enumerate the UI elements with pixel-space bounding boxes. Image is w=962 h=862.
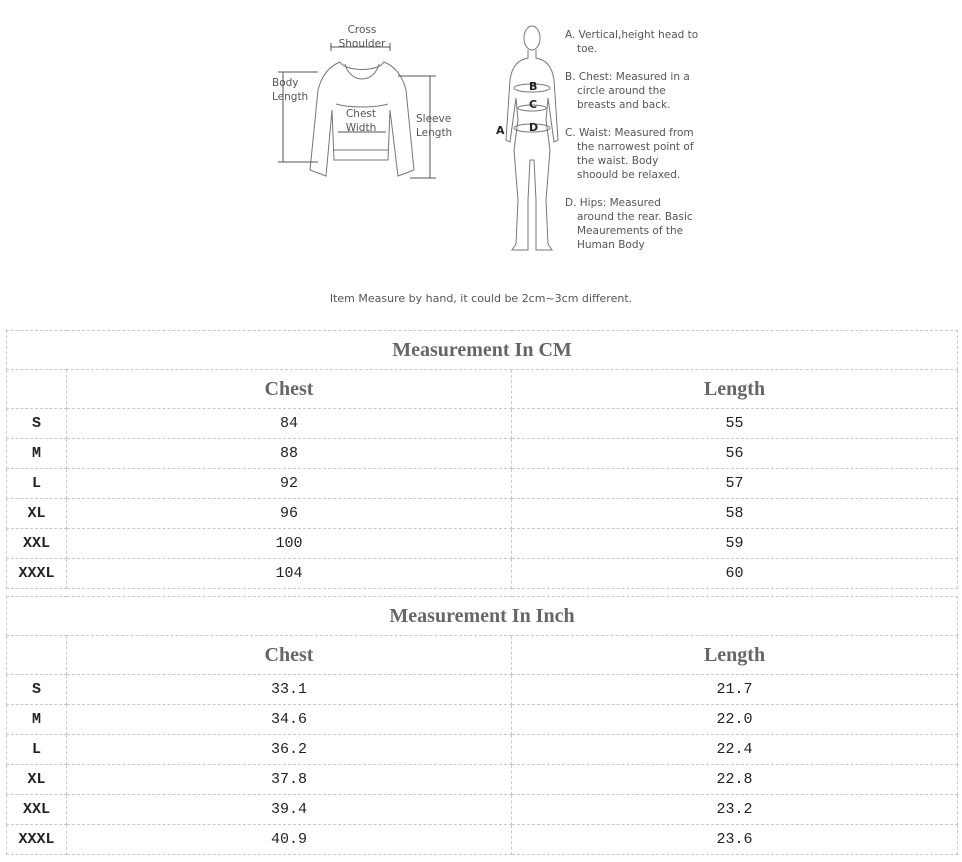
chest-value: 37.8: [67, 765, 512, 795]
chest-header: Chest: [67, 636, 512, 675]
chest-value: 88: [67, 439, 512, 469]
table-row: [7, 409, 958, 439]
size-label: L: [7, 469, 67, 499]
length-value: 22.8: [512, 765, 958, 795]
body-letter-d: D: [529, 121, 539, 134]
size-table-inch: [6, 596, 958, 855]
table-title: Measurement In CM: [7, 331, 958, 370]
size-label: M: [7, 439, 67, 469]
chest-value: 96: [67, 499, 512, 529]
chest-width-label: Chest Width: [345, 108, 377, 134]
chest-value: 34.6: [67, 705, 512, 735]
table-row: [7, 675, 958, 705]
size-table-cm: [6, 330, 958, 589]
size-header: [7, 370, 67, 409]
measurement-guide-figure: [0, 0, 962, 326]
table-row: [7, 735, 958, 765]
sleeve-length-label: Sleeve Length: [416, 113, 453, 139]
step-c: C. Waist: Measured from the narrowest point of the waist. Body shoould be relaxed.: [565, 127, 694, 181]
length-value: 23.6: [512, 825, 958, 855]
length-value: 23.2: [512, 795, 958, 825]
table-row: [7, 529, 958, 559]
size-label: L: [7, 735, 67, 765]
measure-note: Item Measure by hand, it could be 2cm~3cm different.: [329, 292, 633, 305]
chest-value: 104: [67, 559, 512, 589]
size-label: XXXL: [7, 559, 67, 589]
body-length-label: Body Length: [272, 77, 309, 103]
size-label: M: [7, 705, 67, 735]
length-value: 21.7: [512, 675, 958, 705]
chest-value: 100: [67, 529, 512, 559]
length-value: 22.0: [512, 705, 958, 735]
body-figure: [506, 26, 558, 250]
table-row: [7, 559, 958, 589]
chest-value: 84: [67, 409, 512, 439]
size-label: XXL: [7, 529, 67, 559]
cross-shoulder-label: Cross Shoulder: [338, 24, 386, 50]
size-label: XL: [7, 765, 67, 795]
step-d: D. Hips: Measured around the rear. Basic Meaurements of the Human Body: [565, 197, 693, 251]
step-b: B. Chest: Measured in a circle around the breasts and back.: [565, 71, 690, 111]
chest-value: 33.1: [67, 675, 512, 705]
figure-drawing: [0, 0, 962, 326]
length-value: 58: [512, 499, 958, 529]
chest-value: 40.9: [67, 825, 512, 855]
table-row: [7, 795, 958, 825]
size-label: S: [7, 409, 67, 439]
chest-value: 36.2: [67, 735, 512, 765]
body-letter-c: C: [529, 98, 538, 111]
chest-header: Chest: [67, 370, 512, 409]
length-value: 55: [512, 409, 958, 439]
table-row: [7, 765, 958, 795]
length-value: 57: [512, 469, 958, 499]
length-value: 22.4: [512, 735, 958, 765]
length-header: Length: [512, 370, 958, 409]
size-header: [7, 636, 67, 675]
table-row: [7, 705, 958, 735]
table-row: [7, 439, 958, 469]
body-letter-b: B: [529, 80, 538, 93]
size-label: XL: [7, 499, 67, 529]
table-row: [7, 825, 958, 855]
size-label: XXL: [7, 795, 67, 825]
table-title: Measurement In Inch: [7, 597, 958, 636]
table-row: [7, 499, 958, 529]
size-label: S: [7, 675, 67, 705]
measurement-steps: [565, 28, 700, 266]
length-value: 59: [512, 529, 958, 559]
table-row: [7, 469, 958, 499]
length-value: 60: [512, 559, 958, 589]
size-label: XXXL: [7, 825, 67, 855]
step-a: A. Vertical,height head to toe.: [565, 29, 699, 55]
chest-value: 92: [67, 469, 512, 499]
length-header: Length: [512, 636, 958, 675]
body-letter-a: A: [496, 124, 505, 137]
length-value: 56: [512, 439, 958, 469]
chest-value: 39.4: [67, 795, 512, 825]
